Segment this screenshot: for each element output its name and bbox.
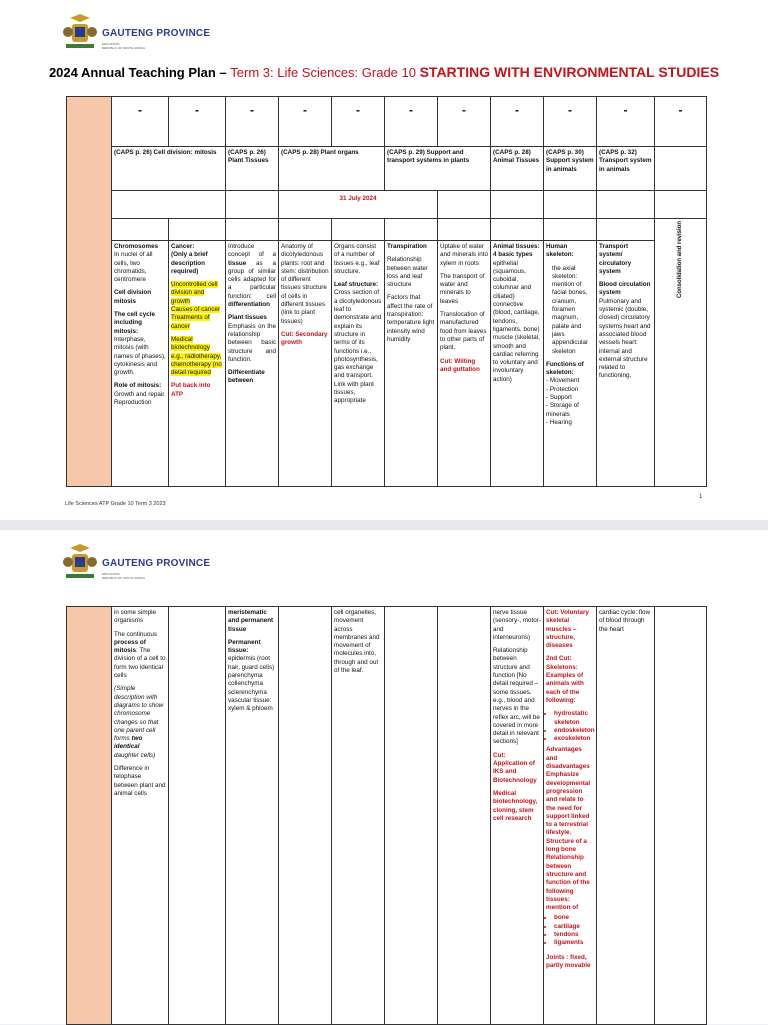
content-cell-transpiration: [385, 241, 438, 487]
empty-cell: [655, 607, 707, 1025]
content-cell-leaf: [332, 241, 385, 487]
mitosis-definition: : The division of a cell to form two identical cells: [114, 647, 166, 680]
content-row: [67, 241, 707, 487]
description-note: (Simple description with diagrams to show chromosome changes so that one parent cell forms: [114, 685, 164, 743]
joints-text: Joints : fixed, partly movable: [546, 953, 591, 969]
anatomy-text: Anatomy of dicotyledonous plants: root and stem: distribution of different tissues structure of cells in different tissues (link to plant tissues): [281, 243, 329, 325]
iks-cut: Cut: Application of IKS and Biotechnology: [493, 751, 537, 784]
organs-text: Organs consist of a number of tissues e.g., leaf structure.: [334, 243, 380, 275]
simple-organisms-text: in some simple organisms: [114, 609, 156, 625]
empty-cell: [544, 191, 597, 219]
dash-cell: -: [544, 97, 597, 147]
week-column-cell: [67, 97, 112, 487]
dash-cell: -: [385, 97, 438, 147]
content-cell-plant-anatomy: [279, 241, 332, 487]
empty-cell: [169, 219, 226, 241]
topic-header-row: [67, 147, 707, 191]
exoskeleton-item: • exoskeleton: [554, 735, 594, 743]
transport-system-heading: Transport system/ circulatory system: [599, 243, 632, 275]
permanent-tissue-text: epidermis (root hair, guard cells) parenchyma collenchyma sclerenchyma vascular tissue: xylem & phloem: [228, 655, 275, 713]
empty-cell: [655, 147, 707, 191]
relationship-tissues-text: Relationship between structure and function of the following tissues: mention of: [546, 854, 590, 912]
chromosomes-heading: Chromosomes: [114, 243, 159, 250]
telophase-difference-text: Difference in telophase between plant and animal cells: [114, 765, 166, 797]
coat-of-arms-icon: [62, 14, 98, 52]
human-skeleton-heading: Human skeleton:: [546, 243, 574, 259]
cancer-causes: Causes of cancer: [171, 306, 221, 314]
empty-cell: [169, 607, 226, 1025]
empty-cell: [112, 191, 226, 219]
title-emphasis: STARTING WITH ENVIRONMENTAL STUDIES: [419, 64, 720, 80]
continuous-text: The continuous: [114, 630, 158, 638]
logo-subtitle: EDUCATION: [102, 572, 120, 576]
transport-water-text: The transport of water and minerals to leaves: [440, 272, 485, 305]
date-cell: 31 July 2024: [279, 191, 438, 219]
tissue-term: tissue: [228, 259, 247, 267]
cancer-heading: Cancer:: [171, 243, 195, 250]
logo-country: REPUBLIC OF SOUTH AFRICA: [102, 46, 146, 50]
hydrostatic-item: • hydrostatic skeleton: [554, 710, 594, 727]
leaf-structure-heading: Leaf structure:: [334, 281, 379, 289]
tendons-item: • tendons: [554, 931, 594, 939]
teaching-plan-table-continued: [66, 606, 707, 1025]
logo-name: GAUTENG PROVINCE: [102, 28, 211, 39]
empty-cell: [491, 219, 544, 241]
dash-cell: -: [332, 97, 385, 147]
teaching-plan-table: [66, 96, 707, 487]
blood-circulation-heading: Blood circulation system: [599, 281, 651, 297]
empty-cell: [385, 219, 438, 241]
content-cell-mitosis-cont: [112, 607, 169, 1025]
transpiration-relationship: Relationship between water loss and leaf structure: [387, 256, 428, 289]
content-cell-skeleton-cont: [544, 607, 597, 1025]
organelles-text: cell organelles, movement across membranes and movement of molecules into, through and out of the leaf.: [334, 609, 380, 675]
dash-cell: -: [655, 97, 707, 147]
logo-country: REPUBLIC OF SOUTH AFRICA: [102, 576, 146, 580]
title-term: Term 3: Life Sciences: Grade 10: [230, 65, 420, 80]
dash-cell: -: [279, 97, 332, 147]
tissue-intro-text: Introduce concept of a: [228, 243, 276, 259]
page-gap: [0, 520, 768, 530]
empty-cell: [438, 219, 491, 241]
differentiate-heading: Differentiate between: [228, 369, 265, 385]
dash-cell: -: [597, 97, 655, 147]
function-storage: - Storage of minerals: [546, 402, 579, 418]
content-cell-skeleton: [544, 241, 597, 487]
function-support: - Support: [546, 394, 572, 402]
cell-cycle-text: Interphase, mitosis (with names of phases), cytokinesis and growth.: [114, 335, 166, 377]
empty-cell: [226, 191, 279, 219]
uptake-text: Uptake of water and minerals into xylem in roots: [440, 243, 488, 267]
content-cell-plant-tissues: [226, 241, 279, 487]
wilting-cut: Cut: Wilting and guttation: [440, 357, 480, 373]
content-cell-plant-tissues-cont: [226, 607, 279, 1025]
date-row: [67, 191, 707, 219]
differentiation-term: differentiation: [228, 301, 270, 309]
dash-cell: -: [112, 97, 169, 147]
coat-of-arms-icon: [62, 544, 98, 582]
cell-cycle-heading: The cell cycle including mitosis:: [114, 311, 155, 335]
dash-cell: -: [491, 97, 544, 147]
long-bone-text: Structure of a long bone: [546, 837, 587, 854]
topic-header-cell-animal-transport: (CAPS p. 32) Transport system in animals: [597, 147, 655, 191]
transpiration-heading: Transpiration: [387, 243, 427, 250]
animal-tissues-heading: Animal tissues: 4 basic types: [493, 243, 540, 259]
transpiration-factors: Factors that affect the rate of transpiration: temperature light intensity wind humidity: [387, 294, 435, 343]
meristematic-heading: meristematic and permanent tissue: [228, 609, 274, 633]
daughter-cells-text: daughter cells): [114, 751, 156, 759]
logo-subtitle: EDUCATION: [102, 42, 120, 46]
topic-header-cell-plant-transport: (CAPS p. 29) Support and transport systems in plants: [385, 147, 491, 191]
continued-content-row: [67, 607, 707, 1025]
gauteng-logo: [62, 14, 211, 54]
plant-tissues-text: Emphasis on the relationship between basic structure and function.: [228, 322, 276, 363]
role-of-mitosis-text: Growth and repair. Reproduction: [114, 390, 166, 407]
nerve-tissue-text: nerve tissue (sensory-, motor- and interneurons): [493, 609, 541, 641]
cardiac-cycle-text: cardiac cycle: flow of blood through the heart: [599, 609, 651, 633]
cancer-treatments: Treatments of cancer: [171, 314, 210, 330]
medical-biotech-text: Medical biotechnology e.g., radiotherapy, chemotherapy (no detail required: [171, 335, 222, 377]
two-identical-term: two identical: [114, 735, 143, 751]
chromosomes-text: In nuclei of all cells, two chromatids, centromere: [114, 251, 153, 284]
document-page-2: [0, 530, 768, 1024]
empty-cell: [332, 219, 385, 241]
dash-cell: -: [169, 97, 226, 147]
content-cell-circulatory: [597, 241, 655, 487]
empty-cell: [491, 191, 544, 219]
empty-cell: [226, 219, 279, 241]
bone-item: • bone: [554, 914, 594, 922]
function-hearing: - Hearing: [546, 418, 572, 426]
dash-cell: -: [226, 97, 279, 147]
empty-cell: [438, 607, 491, 1025]
cartilage-item: • cartilage: [554, 923, 594, 931]
dash-cell: -: [438, 97, 491, 147]
permanent-tissue-heading: Permanent tissue:: [228, 638, 261, 655]
title-year: 2024 Annual Teaching Plan –: [48, 65, 231, 80]
content-cell-mitosis: [112, 241, 169, 487]
gauteng-logo: [62, 544, 211, 584]
empty-cell: [655, 191, 707, 219]
blank-row: [67, 219, 707, 241]
consolidation-cell: [655, 219, 707, 487]
logo-name: GAUTENG PROVINCE: [102, 558, 211, 569]
appendicular-skeleton-item: • appendicular skeleton: [552, 339, 594, 356]
role-of-mitosis-heading: Role of mitosis:: [114, 382, 162, 390]
content-cell-circulatory-cont: [597, 607, 655, 1025]
content-cell-animal-tissues: [491, 241, 544, 487]
topic-header-cell-plant-tissues: (CAPS p. 26) Plant Tissues: [226, 147, 279, 191]
page-title: [0, 64, 768, 80]
function-protection: - Protection: [546, 385, 579, 393]
empty-cell: [279, 219, 332, 241]
tissue-definition: as a group of similar cells adapted for a particular function: cell: [228, 259, 276, 300]
page-footer: Life Sciences ATP Grade 10 Term 3 2023: [65, 501, 166, 507]
consolidation-label: Consolidation and revision: [676, 221, 683, 299]
empty-cell: [597, 191, 655, 219]
function-movement: - Movement: [546, 377, 580, 385]
ligaments-item: • ligaments: [554, 939, 594, 947]
process-of-mitosis-term: process of mitosis: [114, 638, 146, 655]
empty-cell: [597, 219, 655, 241]
emphasize-text: Emphasize developmental progression and relate to the need for support linked to a terrestrial lifestyle.: [546, 771, 591, 837]
page-number: 1: [699, 494, 703, 500]
content-cell-animal-tissues-cont: [491, 607, 544, 1025]
empty-cell: [544, 219, 597, 241]
topic-header-cell-animal-tissues: (CAPS p. 28) Animal Tissues: [491, 147, 544, 191]
empty-cell: [112, 219, 169, 241]
topic-header-cell-mitosis: (CAPS p. 26) Cell division: mitosis: [112, 147, 226, 191]
skeleton-functions-heading: Functions of skeleton:: [546, 360, 584, 377]
skeletons-cut: 2nd Cut: Skeletons: Examples of animals with each of the following:: [546, 655, 584, 704]
endoskeleton-item: • endoskeleton: [554, 727, 594, 735]
topic-header-cell-animal-support: (CAPS p. 30) Support system in animals: [544, 147, 597, 191]
empty-cell: [385, 607, 438, 1025]
content-cell-leaf-cont: [332, 607, 385, 1025]
structure-function-text: Relationship between structure and function [No detail required – some tissues, e.g., blood and nerves in the reflex arc, will be covered in more detail in relevant sections]: [493, 647, 540, 746]
biotech-cut: Medical biotechnology, cloning, stem cell research: [493, 789, 538, 822]
put-back-note: Put back into ATP: [171, 382, 211, 398]
translocation-text: Translocation of manufactured food from leaves to other parts of plant.: [440, 311, 487, 352]
cell-division-heading: Cell division mitosis: [114, 289, 152, 305]
cancer-definition: Uncontrolled cell division and growth: [171, 281, 218, 305]
cancer-note: (Only a brief description required): [171, 251, 208, 275]
empty-cell: [279, 607, 332, 1025]
animal-tissues-text: epithelial (squamous, cuboidal, columnar and ciliated) connective (blood, cartilage, tendons, ligaments, bone) muscle (skeletal, smooth and cardiac referring to voluntary and involuntary action): [493, 259, 540, 383]
topic-header-cell-plant-organs: (CAPS p. 28) Plant organs: [279, 147, 385, 191]
secondary-growth-cut: Cut: Secondary growth: [281, 330, 328, 347]
dash-row: [67, 97, 707, 147]
empty-cell: [438, 191, 491, 219]
week-column-cell: [67, 607, 112, 1025]
leaf-structure-text: Cross section of a dicotyledonous leaf to demonstrate and explain its structure in terms of its functions i.e., photosynthesis, gas exchange and transport. Link with plant tissues, appropriate: [334, 289, 382, 405]
plant-tissues-heading: Plant tissues: [228, 314, 267, 322]
advantages-text: Advantages and disadvantages: [546, 746, 590, 771]
skeletal-muscles-cut: Cut: Voluntary skeletal muscles – structure, diseases: [546, 609, 589, 650]
content-cell-uptake: [438, 241, 491, 487]
circulation-text: Pulmonary and systemic (double, closed) circulatory systems heart and associated blood vessels heart: internal and external structure related to functioning,: [599, 297, 651, 380]
axial-skeleton-item: • the axial skeleton: mention of facial bones, cranium, foramen magnum, palate and jaws: [552, 265, 594, 340]
content-cell-cancer: [169, 241, 226, 487]
